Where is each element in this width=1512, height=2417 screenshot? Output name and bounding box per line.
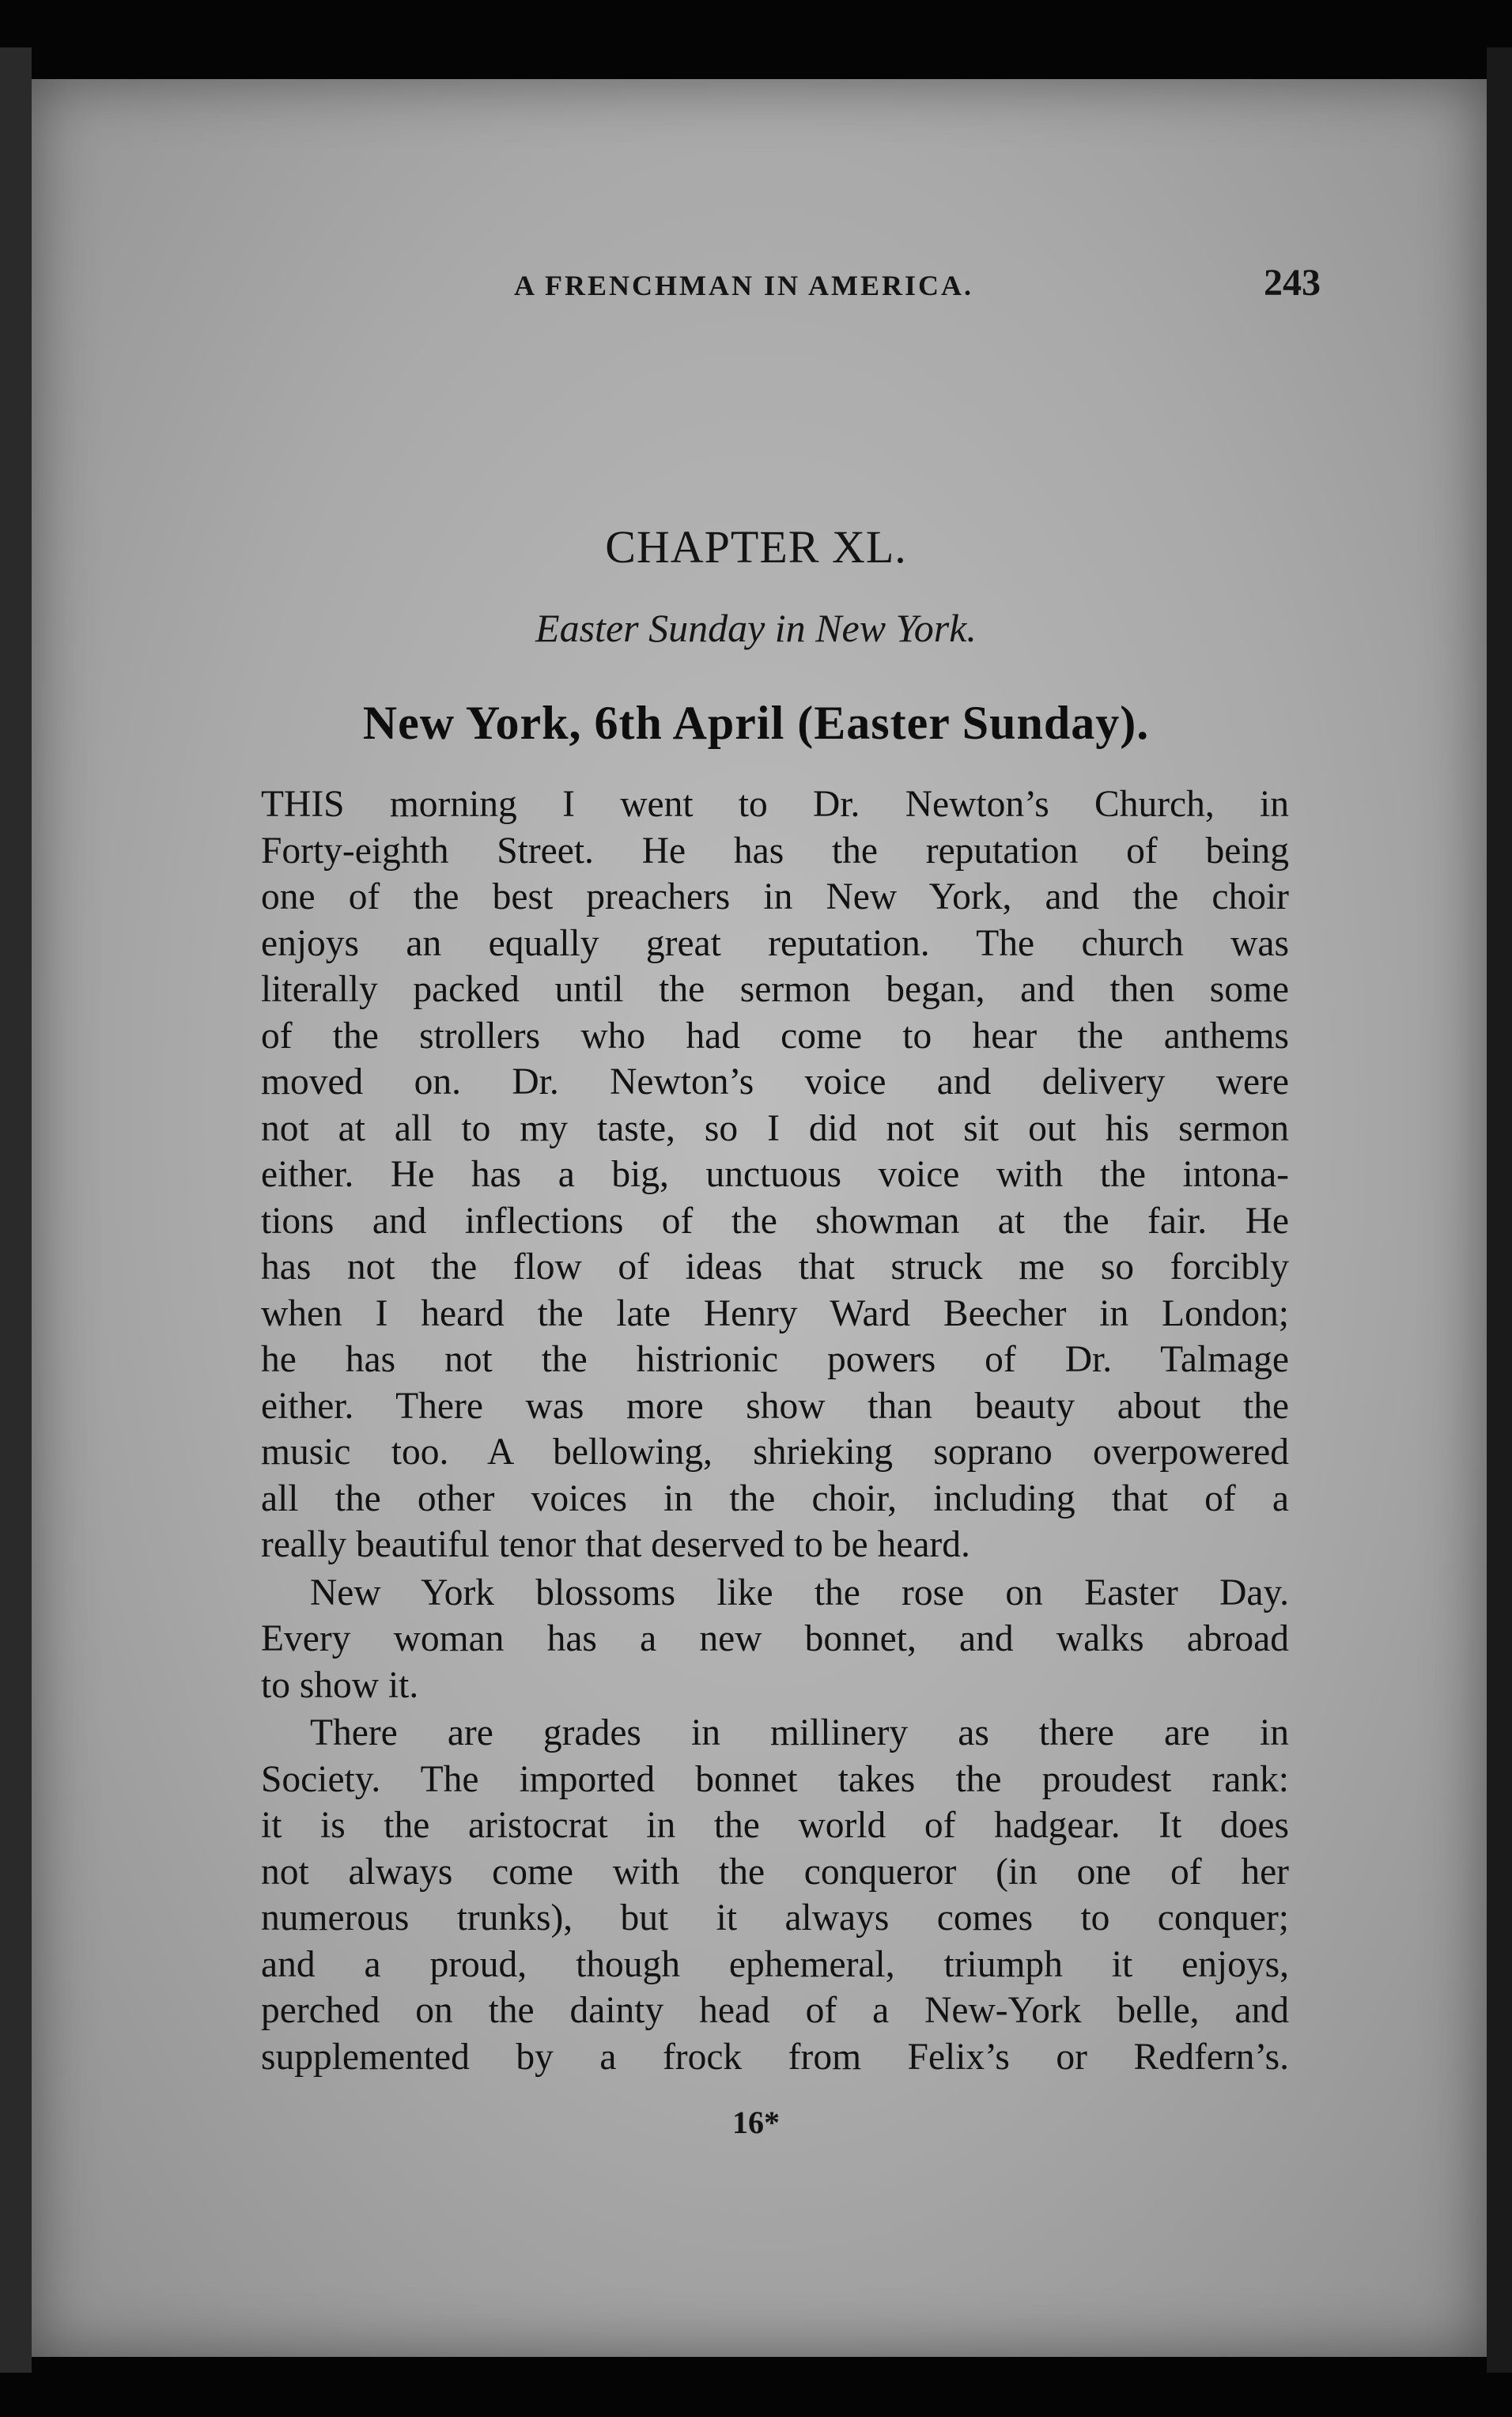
paragraph-3 [261,1710,1289,2080]
text-line: New York blossoms like the rose on Easter Day. [310,1572,1289,1613]
text-line: literally packed until the sermon began, and then some [261,969,1289,1010]
text-line: THIS morning I went to Dr. Newton’s Church, in [261,784,1289,825]
text-line: Forty-eighth Street. He has the reputation of being [261,830,1289,872]
chapter-dateline: New York, 6th April (Easter Sunday). [362,697,1150,749]
scan-right-edge [1487,47,1512,2373]
running-head [467,261,1321,304]
text-line: not always come with the conqueror (in one of her [261,1851,1289,1893]
text-line: to show it. [261,1664,419,1706]
scan-left-edge [0,47,32,2373]
text-line: supplemented by a frock from Felix’s or Redfern’s. [261,2036,1289,2078]
text-line: Society. The imported bonnet takes the proudest rank: [261,1758,1289,1800]
text-line: really beautiful tenor that deserved to be heard. [261,1524,970,1565]
text-line: numerous trunks), but it always comes to conquer; [261,1897,1289,1939]
text-line: There are grades in millinery as there are in [310,1712,1289,1753]
text-line: either. He has a big, unctuous voice with the intona- [261,1154,1289,1195]
text-line: moved on. Dr. Newton’s voice and delivery were [261,1061,1289,1103]
text-line: all the other voices in the choir, including that of a [261,1477,1289,1519]
text-line: either. There was more show than beauty about the [261,1385,1289,1427]
text-line: he has not the histrionic powers of Dr. Talmage [261,1339,1289,1380]
chapter-heading: CHAPTER XL. [605,521,907,573]
body-text [261,781,1289,2080]
text-line: has not the flow of ideas that struck me so forcibly [261,1246,1289,1288]
text-line: perched on the dainty head of a New-York belle, and [261,1990,1289,2031]
text-line: it is the aristocrat in the world of hadgear. It does [261,1805,1289,1846]
chapter-subtitle: Easter Sunday in New York. [535,606,977,650]
text-line: of the strollers who had come to hear the anthems [261,1015,1289,1057]
text-line: one of the best preachers in New York, and the choir [261,876,1289,917]
running-title: A FRENCHMAN IN AMERICA. [514,270,973,301]
text-line: enjoys an equally great reputation. The church was [261,922,1289,964]
text-line: when I heard the late Henry Ward Beecher in London; [261,1292,1289,1334]
signature-mark: 16* [732,2105,780,2140]
page-number: 243 [1264,262,1321,304]
text-line: not at all to my taste, so I did not sit out his sermon [261,1107,1289,1149]
paragraph-1 [261,781,1289,1568]
text-line: tions and inflections of the showman at the fair. He [261,1200,1289,1242]
paragraph-2 [261,1570,1289,1709]
text-line: music too. A bellowing, shrieking soprano overpowered [261,1432,1289,1473]
text-line: and a proud, though ephemeral, triumph it enjoys, [261,1943,1289,1985]
text-line: Every woman has a new bonnet, and walks abroad [261,1618,1289,1659]
